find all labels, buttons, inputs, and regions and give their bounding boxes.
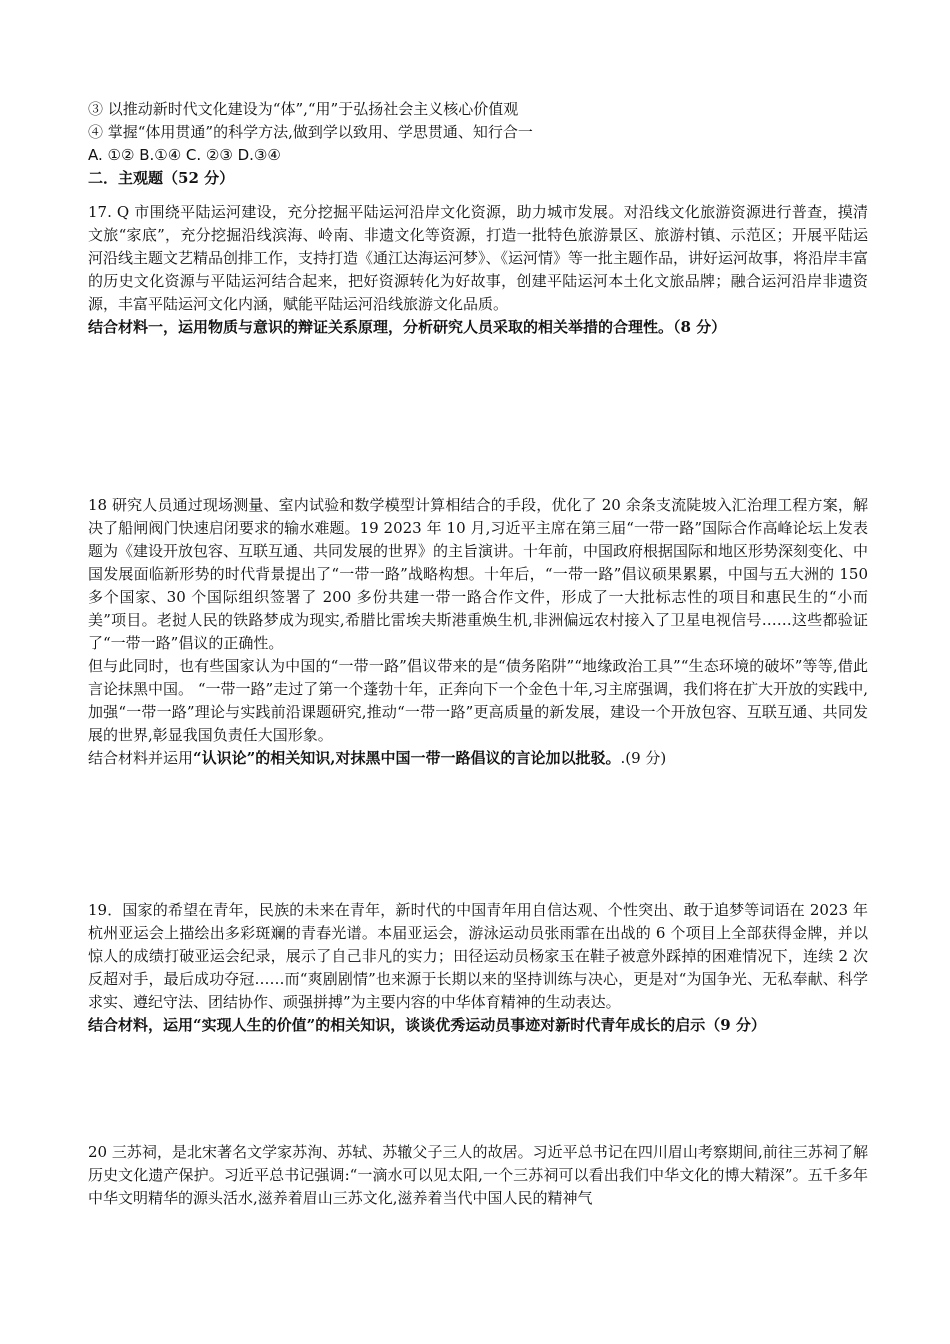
q18-question-prefix: 结合材料并运用 (88, 749, 194, 767)
q18-question-suffix: .(9 分) (620, 749, 667, 767)
q17-material: 17. Q 市围绕平陆运河建设，充分挖掘平陆运河沿岸文化资源，助力城市发展。对沿线文化旅游资源进行普查，摸清文旅“家底”，充分挖掘沿线滨海、岭南、非遗文化等资源，打造一批特色旅游景区、旅游村镇、示范区；开展平陆运河沿线主题文艺精品创排工作，支持打造《通江达海运河梦》、《运河情》等一批主题作品，讲好运河故事，将沿岸丰富的历史文化资源与平陆运河结合起来，把好资源转化为好故事，创建平陆运河本土化文旅品牌；融合运河沿岸非遗资源，丰富平陆运河文化内涵，赋能平陆运河沿线旅游文化品质。 (88, 203, 869, 313)
q19-question: 结合材料，运用“实现人生的价值”的相关知识，谈谈优秀运动员事迹对新时代青年成长的启示（9 分） (88, 1016, 766, 1034)
question-19 (88, 899, 868, 1037)
q20-material: 20 三苏祠，是北宋著名文学家苏洵、苏轼、苏辙父子三人的故居。习近平总书记在四川眉山考察期间,前往三苏祠了解历史文化遗产保护。习近平总书记强调:“一滴水可以见太阳,一个三苏祠可以看出我们中华文化的博大精深”。五千多年中华文明精华的源头活水,滋养着眉山三苏文化,滋养着当代中国人民的精神气 (88, 1143, 868, 1207)
q18-paragraph-2: 但与此同时，也有些国家认为中国的“一带一路”倡议带来的是“债务陷阱”“地缘政治工具”“生态环境的破坏”等等,借此言论抹黑中国。 “一带一路”走过了第一个蓬勃十年，正奔向下一个金色十年,习主席强调，我们将在扩大开放的实践中,加强“一带一路”理论与实践前沿课题研究,推动“一带一路”更高质量的新发展，建设一个开放包容、互联互通、共同发展的世界,彰显我国负责任大国形象。 (88, 657, 868, 744)
options-block (88, 98, 868, 190)
question-17 (88, 201, 868, 339)
q19-material: 19．国家的希望在青年，民族的未来在青年，新时代的中国青年用自信达观、个性突出、敢于追梦等词语在 2023 年杭州亚运会上描绘出多彩斑斓的青春光谱。本届亚运会，游泳运动员张雨霏在出战的 6 个项目上全部获得金牌，并以惊人的成绩打破亚运会纪录，展示了自己非凡的实力；田径运动员杨家玉在鞋子被意外踩掉的困难情况下，连续 2 次反超对手，最后成功夺冠……而“爽剧剧情”也来源于长期以来的坚持训练与决心，更是对“为国争光、无私奉献、科学求实、遵纪守法、团结协作、顽强拼搏”为主要内容的中华体育精神的生动表达。 (88, 901, 868, 1011)
q18-question (88, 747, 868, 770)
question-20 (88, 1141, 868, 1210)
question-18 (88, 494, 868, 770)
section-title: 二．主观题（52 分） (88, 169, 235, 187)
q18-question-bold: “认识论”的相关知识,对抹黑中国一带一路倡议的言论加以批驳。 (193, 749, 621, 767)
option-item-3: ③ 以推动新时代文化建设为“体”,“用”于弘扬社会主义核心价值观 (88, 100, 519, 118)
q17-question: 结合材料一，运用物质与意识的辩证关系原理，分析研究人员采取的相关举措的合理性。（8 分） (88, 318, 727, 336)
answer-choices: A. ①② B.①④ C. ②③ D.③④ (88, 146, 281, 164)
option-item-4: ④ 掌握“体用贯通”的科学方法,做到学以致用、学思贯通、知行合一 (88, 123, 533, 141)
q18-paragraph-1: 18 研究人员通过现场测量、室内试验和数学模型计算相结合的手段，优化了 20 余条支流陡坡入汇治理工程方案，解决了船闸阀门快速启闭要求的输水难题。19 2023 年 10 月,习近平主席在第三届“一带一路”国际合作高峰论坛上发表题为《建设开放包容、互联互通、共同发展的世界》的主旨演讲。十年前，中国政府根据国际和地区形势深刻变化、中国发展面临新形势的时代背景提出了“一带一路”战略构想。十年后，“一带一路”倡议硕果累累，中国与五大洲的 150 多个国家、30 个国际组织签署了 200 多份共建一带一路合作文件，形成了一大批标志性的项目和惠民生的“小而美”项目。老挝人民的铁路梦成为现实,希腊比雷埃夫斯港重焕生机,非洲偏远农村接入了卫星电视信号……这些都验证了“一带一路”倡议的正确性。 (88, 496, 869, 652)
